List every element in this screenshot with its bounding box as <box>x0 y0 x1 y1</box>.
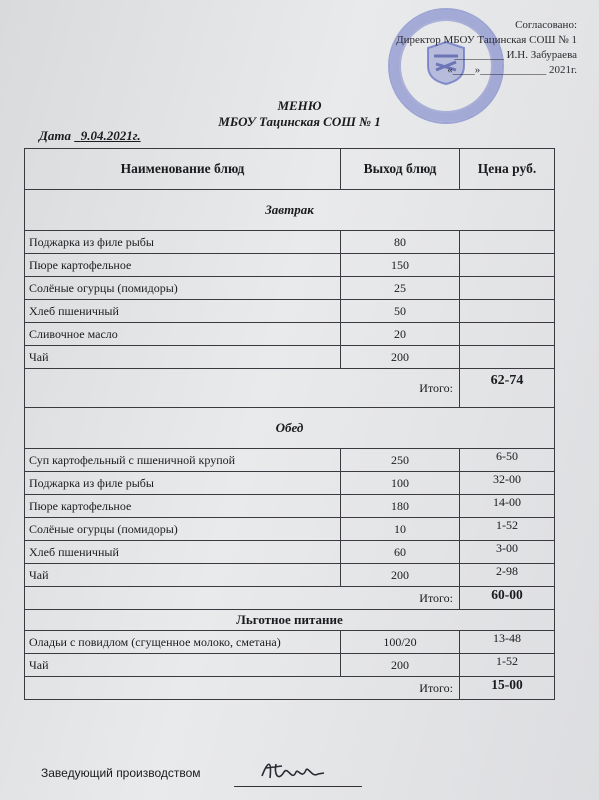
lunch-total-label: Итого: <box>25 587 460 610</box>
preferential-total-label: Итого: <box>25 677 460 700</box>
dish-weight: 200 <box>341 654 460 677</box>
dish-price <box>460 323 555 346</box>
dish-price: 13-48 <box>460 631 555 654</box>
table-row <box>25 495 555 518</box>
dish-name: Чай <box>25 346 341 369</box>
section-title-breakfast: Завтрак <box>25 190 555 231</box>
dish-weight: 60 <box>341 541 460 564</box>
preferential-rows <box>25 631 555 677</box>
dish-name: Пюре картофельное <box>25 495 341 518</box>
table-row <box>25 449 555 472</box>
menu-table <box>24 148 555 700</box>
approval-director: Директор МБОУ Тацинская СОШ № 1 <box>396 34 577 46</box>
dish-price <box>460 346 555 369</box>
breakfast-total-value: 62-74 <box>460 369 555 408</box>
dish-name: Сливочное масло <box>25 323 341 346</box>
table-row <box>25 254 555 277</box>
table-header-row <box>25 149 555 190</box>
dish-weight: 50 <box>341 300 460 323</box>
approval-heading: Согласовано: <box>515 19 577 31</box>
dish-name: Хлеб пшеничный <box>25 541 341 564</box>
lunch-rows <box>25 449 555 587</box>
preferential-total-row <box>25 677 555 700</box>
section-preferential <box>25 610 555 631</box>
table-row <box>25 472 555 495</box>
menu-date <box>39 128 141 144</box>
dish-name: Пюре картофельное <box>25 254 341 277</box>
preferential-total-value: 15-00 <box>460 677 555 700</box>
dish-weight: 150 <box>341 254 460 277</box>
column-header-price: Цена руб. <box>460 149 555 190</box>
school-name: МБОУ Тацинская СОШ № 1 <box>218 114 381 129</box>
approval-block <box>396 18 577 78</box>
dish-weight: 25 <box>341 277 460 300</box>
dish-name: Поджарка из филе рыбы <box>25 472 341 495</box>
dish-price <box>460 277 555 300</box>
table-row <box>25 564 555 587</box>
dish-name: Оладьи с повидлом (сгущенное молоко, сметана) <box>25 631 341 654</box>
dish-weight: 180 <box>341 495 460 518</box>
dish-price: 1-52 <box>460 518 555 541</box>
section-title-lunch: Обед <box>25 408 555 449</box>
table-row <box>25 346 555 369</box>
column-header-name: Наименование блюд <box>25 149 341 190</box>
dish-name: Хлеб пшеничный <box>25 300 341 323</box>
dish-weight: 200 <box>341 346 460 369</box>
date-label: Дата <box>39 128 71 143</box>
document-title: МЕНЮ <box>277 98 322 113</box>
table-row <box>25 518 555 541</box>
dish-price: 1-52 <box>460 654 555 677</box>
dish-name: Поджарка из филе рыбы <box>25 231 341 254</box>
table-row <box>25 300 555 323</box>
section-breakfast <box>25 190 555 231</box>
column-header-weight: Выход блюд <box>341 149 460 190</box>
dish-weight: 200 <box>341 564 460 587</box>
dish-price <box>460 231 555 254</box>
dish-name: Чай <box>25 564 341 587</box>
approval-date: «____»____________ 2021г. <box>447 64 577 76</box>
table-row <box>25 654 555 677</box>
table-row <box>25 231 555 254</box>
dish-price: 32-00 <box>460 472 555 495</box>
signature-label: Заведующий производством <box>41 766 201 780</box>
section-lunch <box>25 408 555 449</box>
breakfast-total-row <box>25 369 555 408</box>
table-row <box>25 541 555 564</box>
dish-name: Суп картофельный с пшеничной крупой <box>25 449 341 472</box>
dish-name: Чай <box>25 654 341 677</box>
dish-name: Солёные огурцы (помидоры) <box>25 518 341 541</box>
dish-price: 2-98 <box>460 564 555 587</box>
dish-price: 14-00 <box>460 495 555 518</box>
dish-weight: 10 <box>341 518 460 541</box>
dish-price <box>460 300 555 323</box>
dish-weight: 100 <box>341 472 460 495</box>
section-title-preferential: Льготное питание <box>25 610 555 631</box>
breakfast-rows <box>25 231 555 369</box>
dish-weight: 80 <box>341 231 460 254</box>
handwritten-signature <box>258 756 328 788</box>
lunch-total-row <box>25 587 555 610</box>
dish-price: 3-00 <box>460 541 555 564</box>
table-row <box>25 323 555 346</box>
date-value: 9.04.2021г. <box>80 128 141 143</box>
dish-price: 6-50 <box>460 449 555 472</box>
dish-weight: 250 <box>341 449 460 472</box>
dish-name: Солёные огурцы (помидоры) <box>25 277 341 300</box>
dish-weight: 20 <box>341 323 460 346</box>
table-row <box>25 631 555 654</box>
table-row <box>25 277 555 300</box>
lunch-total-value: 60-00 <box>460 587 555 610</box>
approval-name: _________ И.Н. Забураева <box>454 49 577 61</box>
dish-weight: 100/20 <box>341 631 460 654</box>
document-header <box>0 98 599 130</box>
breakfast-total-label: Итого: <box>25 369 460 408</box>
dish-price <box>460 254 555 277</box>
